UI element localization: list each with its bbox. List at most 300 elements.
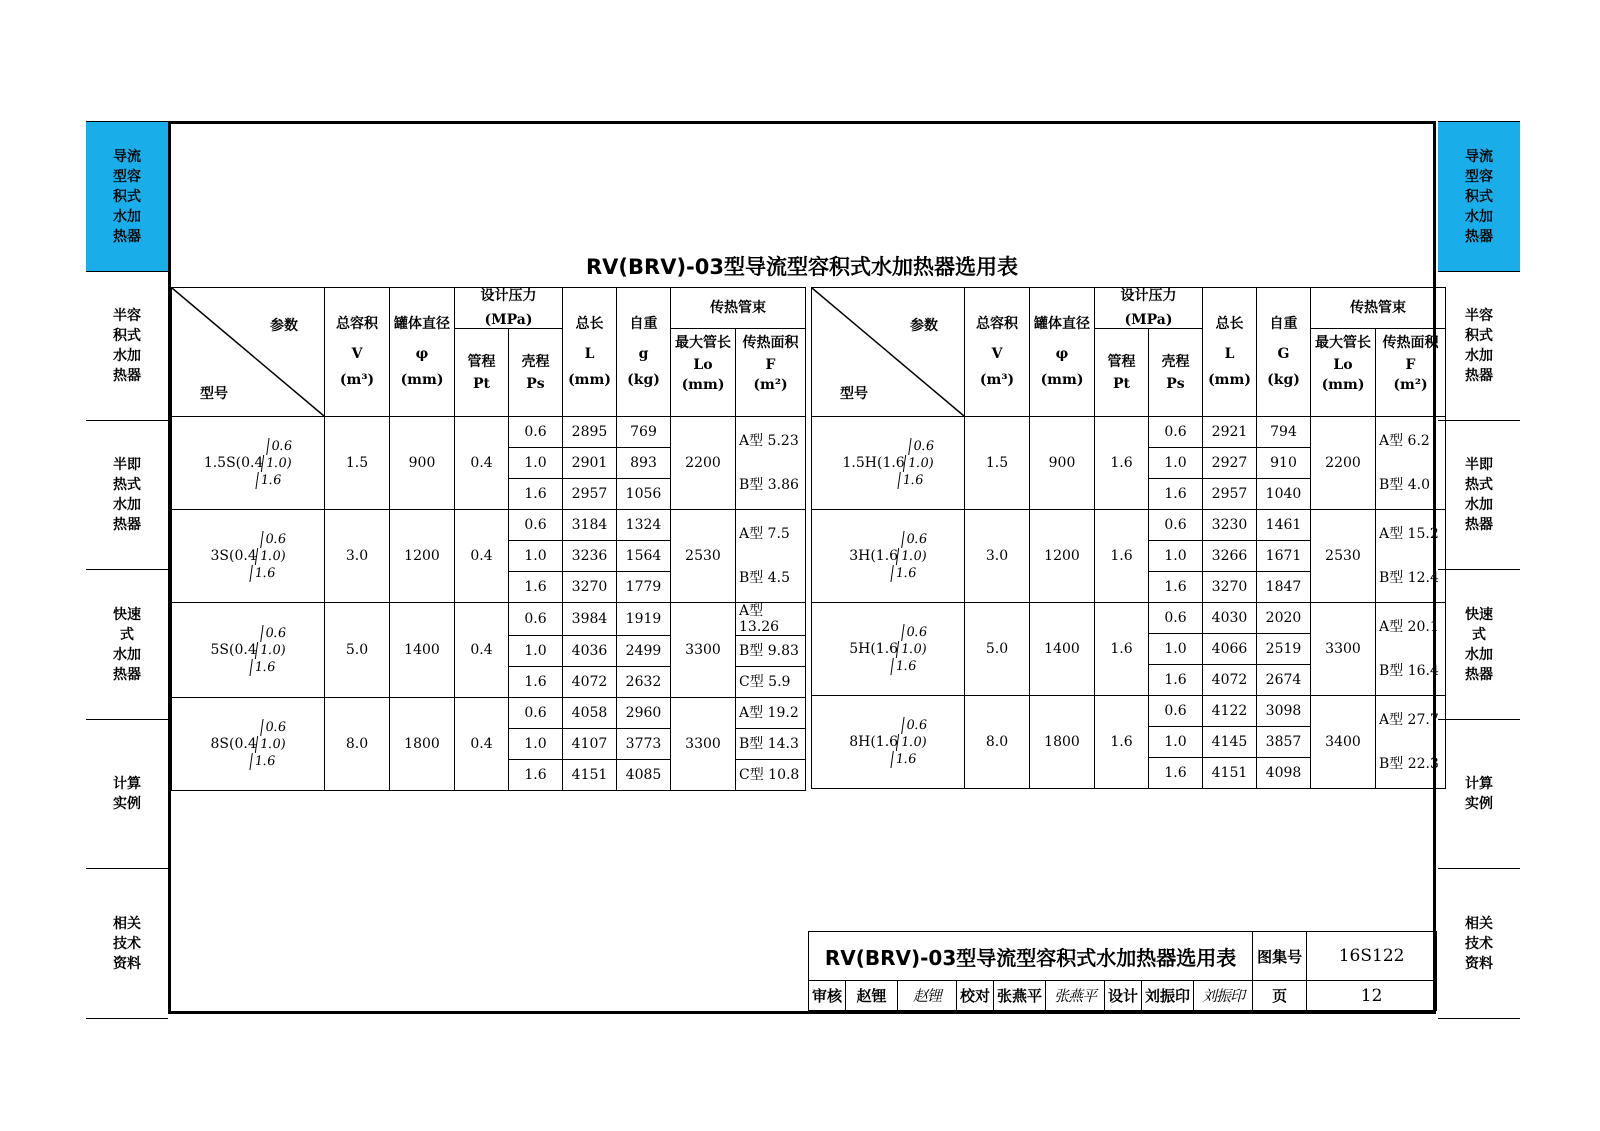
ps-value: 0.6 [509,510,563,541]
weight-value: 1056 [617,479,671,510]
left-tab-2[interactable] [86,420,168,569]
model-designation [843,438,934,489]
weight-unit: (kg) [1267,372,1300,388]
model-fraction-value: 1.6 [897,472,924,489]
area-value [736,510,806,603]
model-fraction-value: 0.6 [901,717,928,734]
length-value: 4145 [1203,727,1257,758]
diameter-unit: (mm) [1040,372,1084,388]
weight-value: 1564 [617,541,671,572]
area-type-value: B型 16.4 [1379,663,1439,679]
reviewer-signature: 赵锂 [898,981,957,1011]
length-value: 4072 [1203,665,1257,696]
length-value: 3266 [1203,541,1257,572]
right-tab-3[interactable] [1438,569,1520,719]
model-fraction-value: 1.0) [255,642,287,659]
right-tab-1[interactable] [1438,271,1520,420]
ps-value: 1.6 [1149,572,1203,603]
table-row [172,698,806,729]
model-designation [849,531,927,582]
max-length-value: 3300 [671,698,736,791]
max-length-value: 2530 [1311,510,1376,603]
volume-header [325,288,390,417]
pt-value: 0.4 [455,603,509,698]
volume-value: 1.5 [965,417,1030,510]
checker-name: 张燕平 [994,981,1046,1011]
weight-value: 3857 [1257,727,1311,758]
ps-value: 0.6 [1149,603,1203,634]
model-label: 型号 [200,386,228,402]
pt-header [455,329,509,417]
area-type-value: A型 5.23 [739,433,799,449]
model-fraction-value: 1.6 [256,472,283,489]
pt-name: 管程 [467,353,496,370]
param-model-header [812,288,965,417]
weight-value: 1779 [617,572,671,603]
length-header [1203,288,1257,417]
length-value: 4107 [563,729,617,760]
length-unit: (mm) [1208,372,1251,388]
table-row [812,417,1446,448]
designer-name: 刘振印 [1142,981,1194,1011]
ps-value: 1.6 [1149,758,1203,789]
model-prefix: 1.5H(1.6 [842,455,905,471]
pt-value: 0.4 [455,698,509,791]
left-tab-label: 相关 技术 资料 [113,915,141,972]
diameter-header [390,288,455,417]
weight-value: 910 [1257,448,1311,479]
table-title: RV(BRV)-03型导流型容积式水加热器选用表 [586,255,1018,279]
pressure-unit: (MPa) [1124,312,1173,328]
pt-symbol: Pt [473,375,490,392]
area-type-value: A型 7.5 [739,526,790,542]
left-tab-label: 计算 实例 [113,776,141,812]
ps-value: 0.6 [1149,417,1203,448]
diameter-value: 1200 [1030,510,1095,603]
weight-value: 3773 [617,729,671,760]
length-value: 3236 [563,541,617,572]
model-cell [172,510,325,603]
ps-value: 1.0 [509,729,563,760]
weight-value: 794 [1257,417,1311,448]
ps-value: 1.6 [1149,479,1203,510]
length-value: 4066 [1203,634,1257,665]
left-tab-label: 半容 积式 水加 热器 [113,308,141,384]
length-unit: (mm) [568,372,611,388]
diameter-symbol: φ [415,346,429,362]
weight-value: 893 [617,448,671,479]
max-length-header [1311,329,1376,417]
weight-value: 4098 [1257,758,1311,789]
pt-header [1095,329,1149,417]
ps-value: 1.6 [509,667,563,698]
right-tab-0[interactable] [1438,121,1520,271]
length-value: 2927 [1203,448,1257,479]
ps-header [509,329,563,417]
volume-name: 总容积 [336,316,378,332]
model-prefix: 5S(0.4 [210,642,257,658]
length-value: 2957 [1203,479,1257,510]
pressure-unit: (MPa) [484,312,533,328]
volume-symbol: V [351,346,363,362]
weight-value: 1461 [1257,510,1311,541]
pt-name: 管程 [1107,353,1136,370]
param-label: 参数 [910,318,938,334]
weight-value: 2519 [1257,634,1311,665]
table-row [812,696,1446,727]
volume-unit: (m³) [339,372,375,388]
atlas-number-label: 图集号 [1253,932,1307,981]
right-tab-label: 快速 式 水加 热器 [1465,606,1493,683]
diameter-value: 1400 [1030,603,1095,696]
area-symbol: F [765,357,776,373]
max-length-value: 3300 [671,603,736,698]
pressure-header [1095,288,1203,329]
model-cell [172,698,325,791]
bundle-name: 传热管束 [710,300,766,316]
pressure-name: 设计压力 [1120,288,1177,304]
area-type-value: A型 27.7 [1379,712,1439,728]
weight-value: 1324 [617,510,671,541]
model-designation [211,625,286,676]
model-fraction-value: 1.6 [249,753,276,770]
pt-value: 1.6 [1095,417,1149,510]
length-value: 3270 [563,572,617,603]
ps-value: 1.6 [1149,665,1203,696]
area-value: C型 10.8 [736,760,806,791]
pt-value: 1.6 [1095,510,1149,603]
model-fraction-value: 1.0) [255,548,287,565]
diagonal-rule [812,288,964,416]
left-tab-label: 半即 热式 水加 热器 [113,457,141,533]
bundle-header [1311,288,1446,329]
weight-header [617,288,671,417]
left-tab-1[interactable] [86,271,168,420]
ps-value: 1.0 [1149,634,1203,665]
max-length-value: 3300 [1311,603,1376,696]
ps-name: 壳程 [521,353,550,370]
area-name: 传热面积 [742,335,799,351]
volume-value: 3.0 [965,510,1030,603]
area-header [1376,329,1446,417]
max-length-unit: (mm) [681,377,725,393]
model-fraction-value: 1.0) [255,736,287,753]
pt-value: 1.6 [1095,696,1149,789]
volume-name: 总容积 [976,316,1018,332]
design-label: 设计 [1105,981,1142,1011]
model-label: 型号 [840,386,868,402]
area-value [1376,603,1446,696]
model-fraction-value: 1.0) [896,734,928,751]
left-tab-end-rule [86,1018,168,1019]
model-prefix: 8H(1.6 [849,734,899,750]
model-cell [812,417,965,510]
max-length-name: 最大管长 [1315,335,1371,351]
model-pressure-fraction [896,717,930,768]
area-symbol: F [1405,357,1416,373]
right-tab-label: 计算 实例 [1465,776,1493,812]
area-value: B型 14.3 [736,729,806,760]
weight-value: 1671 [1257,541,1311,572]
model-prefix: 1.5S(0.4 [203,455,264,471]
model-prefix: 3H(1.6 [849,548,899,564]
length-value: 4151 [1203,758,1257,789]
diameter-value: 900 [1030,417,1095,510]
model-pressure-fraction [255,625,289,676]
max-length-symbol: Lo [1333,357,1353,373]
length-value: 2895 [563,417,617,448]
area-type-value: B型 12.4 [1379,570,1439,586]
area-unit: (m²) [753,377,788,393]
bundle-header [671,288,806,329]
weight-value: 1919 [617,603,671,636]
model-fraction-value: 0.6 [260,531,287,548]
area-header [736,329,806,417]
ps-value: 1.0 [1149,541,1203,572]
model-fraction-value: 1.6 [890,658,917,675]
weight-value: 4085 [617,760,671,791]
diameter-value: 900 [390,417,455,510]
title-block-title: RV(BRV)-03型导流型容积式水加热器选用表 [809,932,1253,981]
pt-value: 0.4 [455,510,509,603]
length-value: 3230 [1203,510,1257,541]
left-tab-label: 导流 型容 积式 水加 热器 [113,148,141,245]
diameter-value: 1800 [390,698,455,791]
max-length-unit: (mm) [1321,377,1365,393]
length-value: 4058 [563,698,617,729]
ps-value: 1.6 [509,760,563,791]
area-value: A型 13.26 [736,603,806,636]
weight-unit: (kg) [627,372,660,388]
pressure-name: 设计压力 [480,288,537,304]
checker-signature: 张燕平 [1046,981,1105,1011]
model-prefix: 5H(1.6 [849,641,899,657]
diameter-unit: (mm) [400,372,444,388]
weight-value: 2674 [1257,665,1311,696]
ps-value: 1.0 [1149,448,1203,479]
area-value: C型 5.9 [736,667,806,698]
right-tab-5[interactable] [1438,868,1520,1018]
weight-value: 2499 [617,636,671,667]
length-value: 4030 [1203,603,1257,634]
area-value [1376,417,1446,510]
ps-value: 1.0 [509,448,563,479]
model-fraction-value: 1.6 [890,565,917,582]
bundle-name: 传热管束 [1350,300,1406,316]
pt-value: 0.4 [455,417,509,510]
model-fraction-value: 1.6 [249,659,276,676]
model-pressure-fraction [903,438,937,489]
left-tab-0[interactable] [86,121,168,271]
weight-name: 自重 [629,316,658,332]
model-fraction-value: 1.0) [261,455,293,472]
model-designation [849,717,927,768]
model-cell [172,603,325,698]
diameter-name: 罐体直径 [394,316,450,332]
model-fraction-value: 1.6 [249,565,276,582]
area-type-value: B型 22.3 [1379,756,1439,772]
max-length-symbol: Lo [693,357,713,373]
length-name: 总长 [1215,316,1244,332]
reviewer-name: 赵锂 [846,981,898,1011]
model-fraction-value: 0.6 [267,438,294,455]
table-row [172,603,806,636]
length-value: 3984 [563,603,617,636]
designer-signature: 刘振印 [1194,981,1253,1011]
right-tab-label: 相关 技术 资料 [1465,915,1493,972]
length-symbol: L [1224,346,1235,362]
check-label: 校对 [957,981,994,1011]
right-tab-label: 半容 积式 水加 热器 [1465,308,1493,384]
volume-value: 5.0 [965,603,1030,696]
length-value: 2901 [563,448,617,479]
model-fraction-value: 0.6 [908,438,935,455]
model-fraction-value: 0.6 [260,719,287,736]
right-tab-end-rule [1438,1018,1520,1019]
model-fraction-value: 0.6 [260,625,287,642]
length-value: 3184 [563,510,617,541]
weight-value: 1040 [1257,479,1311,510]
volume-unit: (m³) [979,372,1015,388]
length-value: 4036 [563,636,617,667]
model-cell [812,603,965,696]
ps-value: 1.0 [509,541,563,572]
table-row [172,417,806,448]
area-type-value: B型 3.86 [739,477,799,493]
volume-value: 8.0 [965,696,1030,789]
model-fraction-value: 1.0) [903,455,935,472]
length-value: 2921 [1203,417,1257,448]
model-fraction-value: 0.6 [901,624,928,641]
volume-value: 5.0 [325,603,390,698]
ps-value: 0.6 [509,603,563,636]
right-tab-label: 导流 型容 积式 水加 热器 [1465,148,1493,245]
ps-value: 0.6 [509,698,563,729]
param-label: 参数 [270,318,298,334]
max-length-value: 2200 [671,417,736,510]
model-designation [204,438,292,489]
table-row [812,510,1446,541]
length-value: 3270 [1203,572,1257,603]
max-length-value: 3400 [1311,696,1376,789]
ps-header [1149,329,1203,417]
model-pressure-fraction [259,438,296,489]
model-pressure-fraction [896,531,930,582]
area-name: 传热面积 [1382,335,1439,351]
right-tab-2[interactable] [1438,420,1520,569]
right-tab-4[interactable] [1438,719,1520,868]
page-number: 12 [1307,981,1437,1011]
length-value: 4122 [1203,696,1257,727]
max-length-header [671,329,736,417]
diameter-value: 1200 [390,510,455,603]
pt-symbol: Pt [1113,375,1130,392]
model-fraction-value: 1.6 [890,751,917,768]
selection-table-s-series [171,287,806,791]
model-cell [812,510,965,603]
area-type-value: B型 4.5 [739,570,791,586]
diameter-name: 罐体直径 [1034,316,1090,332]
model-fraction-value: 1.0) [896,548,928,565]
max-length-name: 最大管长 [675,335,731,351]
weight-value: 2020 [1257,603,1311,634]
area-type-value: A型 20.1 [1379,619,1439,635]
diameter-value: 1400 [390,603,455,698]
ps-value: 1.0 [1149,727,1203,758]
weight-value: 769 [617,417,671,448]
drawing-frame [168,121,1439,1014]
length-value: 4151 [563,760,617,791]
length-value: 2957 [563,479,617,510]
left-tab-3[interactable] [86,569,168,719]
ps-value: 0.6 [509,417,563,448]
table-row [812,603,1446,634]
weight-header [1257,288,1311,417]
weight-value: 3098 [1257,696,1311,727]
left-tab-label: 快速 式 水加 热器 [113,606,141,683]
diameter-header [1030,288,1095,417]
model-pressure-fraction [255,531,289,582]
left-tab-5[interactable] [86,868,168,1018]
area-value: B型 9.83 [736,636,806,667]
ps-value: 0.6 [1149,696,1203,727]
max-length-value: 2200 [1311,417,1376,510]
model-designation [211,531,286,582]
atlas-number: 16S122 [1307,932,1437,981]
pressure-header [455,288,563,329]
volume-value: 8.0 [325,698,390,791]
length-name: 总长 [575,316,604,332]
left-tab-4[interactable] [86,719,168,868]
length-symbol: L [584,346,595,362]
volume-value: 3.0 [325,510,390,603]
weight-value: 2632 [617,667,671,698]
ps-name: 壳程 [1161,353,1190,370]
volume-header [965,288,1030,417]
model-pressure-fraction [896,624,930,675]
area-value: A型 19.2 [736,698,806,729]
model-cell [812,696,965,789]
weight-symbol: g [638,346,649,362]
diagonal-rule [172,288,324,416]
review-label: 审核 [809,981,846,1011]
pt-value: 1.6 [1095,603,1149,696]
length-header [563,288,617,417]
table-row [172,510,806,541]
model-cell [172,417,325,510]
area-value [736,417,806,510]
model-designation [849,624,927,675]
weight-value: 2960 [617,698,671,729]
length-value: 4072 [563,667,617,698]
ps-symbol: Ps [526,375,545,392]
selection-table-h-series [811,287,1446,789]
area-unit: (m²) [1393,377,1428,393]
volume-value: 1.5 [325,417,390,510]
ps-value: 1.6 [509,479,563,510]
model-fraction-value: 1.0) [896,641,928,658]
model-prefix: 3S(0.4 [210,548,257,564]
weight-name: 自重 [1269,316,1298,332]
model-designation [211,719,286,770]
volume-symbol: V [991,346,1003,362]
weight-value: 1847 [1257,572,1311,603]
model-pressure-fraction [255,719,289,770]
page-label: 页 [1253,981,1307,1011]
area-type-value: A型 15.2 [1379,526,1439,542]
ps-value: 0.6 [1149,510,1203,541]
weight-symbol: G [1277,346,1290,362]
